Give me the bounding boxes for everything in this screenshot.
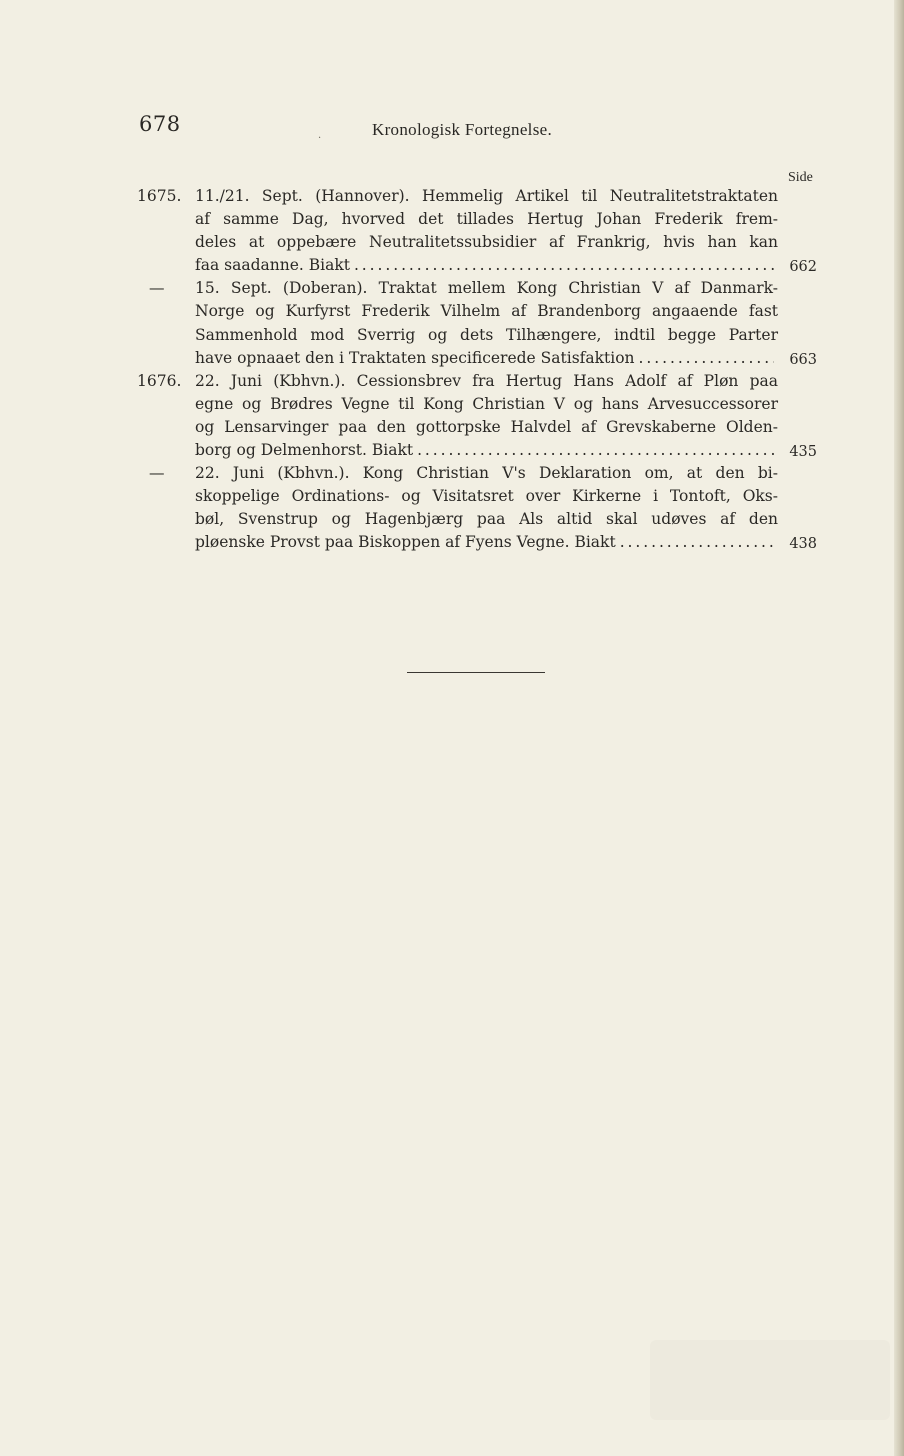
stray-mark: . bbox=[318, 130, 322, 141]
entry-line: skoppelige Ordinations- og Visitatsret over Kirkerne i Tontoft, Oks- bbox=[195, 487, 778, 506]
entry-page-number: 663 bbox=[789, 351, 817, 368]
entry-line: 15. Sept. (Doberan). Traktat mellem Kong Christian V af Danmark- bbox=[195, 279, 778, 298]
entry-line: 11./21. Sept. (Hannover). Hemmelig Artikel til Neutralitetstraktaten bbox=[195, 187, 778, 205]
entry-last-line-text: pløenske Provst paa Biskoppen af Fyens Vegne. Biakt bbox=[195, 533, 616, 552]
entry-line: egne og Brødres Vegne til Kong Christian V og hans Arvesuccessorer bbox=[195, 394, 778, 413]
dot-leader bbox=[417, 439, 774, 462]
page-number: 678 bbox=[139, 112, 181, 136]
entry-page-number: 438 bbox=[789, 536, 817, 553]
entry-line: og Lensarvinger paa den gottorpske Halvdel af Grevskaberne Olden- bbox=[195, 417, 778, 436]
entry-list bbox=[137, 185, 827, 555]
entry-last-line-text: faa saadanne. Biakt bbox=[195, 256, 350, 275]
list-item bbox=[137, 185, 827, 277]
entry-text bbox=[195, 185, 778, 277]
dot-leader bbox=[620, 531, 774, 554]
entry-text bbox=[195, 277, 778, 369]
entry-text bbox=[195, 462, 778, 554]
entry-line: 22. Juni (Kbhvn.). Kong Christian V's Deklaration om, at den bi- bbox=[195, 464, 778, 483]
entry-line: 22. Juni (Kbhvn.). Cessionsbrev fra Hertug Hans Adolf af Pløn paa bbox=[195, 371, 778, 390]
entry-last-line bbox=[195, 347, 778, 370]
faint-stain bbox=[650, 1340, 890, 1420]
entry-last-line bbox=[195, 439, 778, 462]
dot-leader bbox=[354, 254, 774, 277]
entry-line: bøl, Svenstrup og Hagenbjærg paa Als altid skal udøves af den bbox=[195, 510, 778, 529]
entry-last-line-text: borg og Delmenhorst. Biakt bbox=[195, 441, 414, 460]
end-rule bbox=[407, 672, 545, 673]
entry-year: — bbox=[149, 279, 165, 298]
entry-last-line-text: have opnaaet den i Traktaten specificerede Satisfaktion bbox=[195, 348, 635, 367]
running-head: Kronologisk Fortegnelse. bbox=[372, 120, 553, 139]
entry-last-line bbox=[195, 254, 778, 277]
entry-line: Sammenhold mod Sverrig og dets Tilhængere, indtil begge Parter bbox=[195, 325, 778, 344]
list-item bbox=[137, 370, 827, 462]
entry-page-number: 662 bbox=[789, 259, 817, 276]
entry-text bbox=[195, 370, 778, 462]
entry-line: af samme Dag, hvorved det tillades Hertug Johan Frederik frem- bbox=[195, 210, 778, 229]
list-item bbox=[137, 277, 827, 369]
entry-year: 1676. bbox=[137, 371, 182, 390]
entry-line: deles at oppebære Neutralitetssubsidier af Frankrig, hvis han kan bbox=[195, 233, 778, 252]
list-item bbox=[137, 462, 827, 554]
entry-year: 1675. bbox=[137, 187, 182, 205]
entry-page-number: 435 bbox=[789, 444, 817, 461]
entry-last-line bbox=[195, 531, 778, 554]
entry-line: Norge og Kurfyrst Frederik Vilhelm af Brandenborg angaaende fast bbox=[195, 302, 778, 321]
page-column-label: Side bbox=[788, 170, 813, 185]
page-edge bbox=[894, 0, 904, 1456]
entry-year: — bbox=[149, 464, 165, 483]
dot-leader bbox=[639, 347, 774, 370]
